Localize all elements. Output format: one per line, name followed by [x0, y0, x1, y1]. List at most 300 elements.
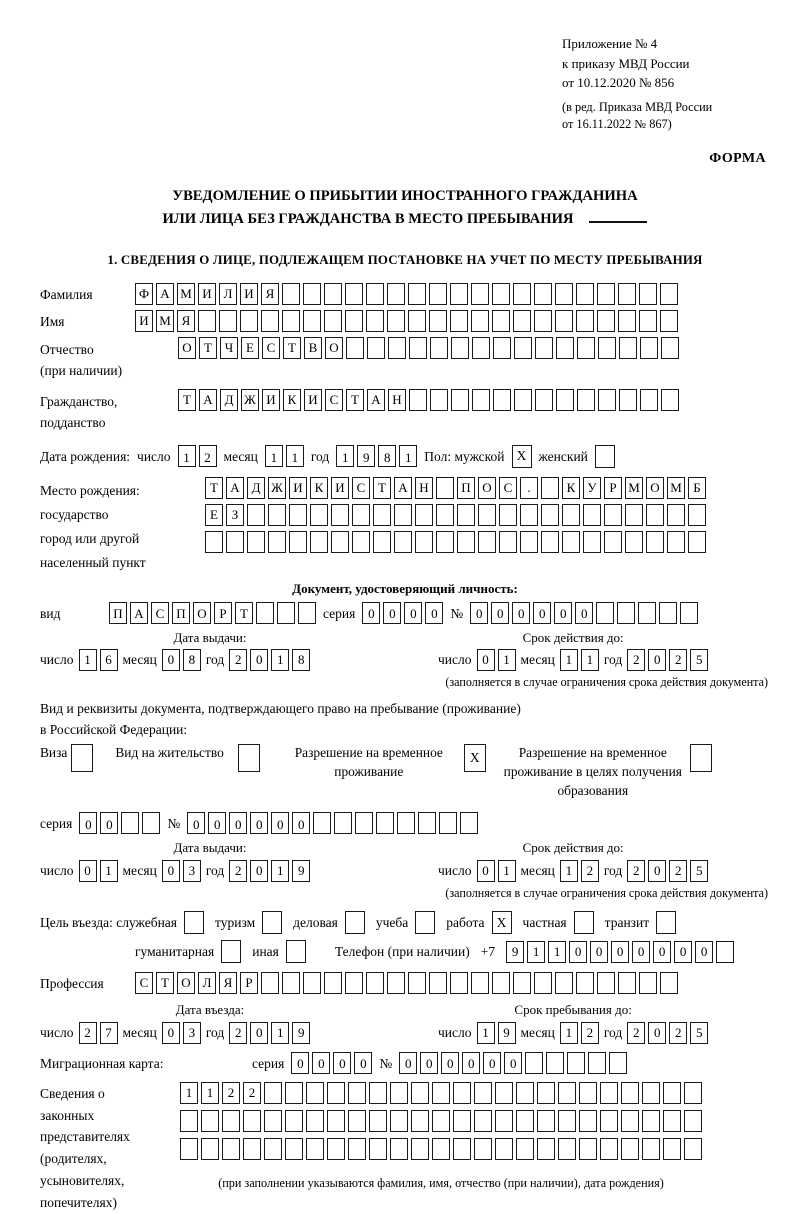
char-cell[interactable] — [597, 310, 615, 332]
sex-male-checkbox[interactable]: X — [512, 445, 532, 468]
char-cell[interactable]: И — [304, 389, 322, 411]
char-cell[interactable]: 0 — [695, 941, 713, 963]
char-cell[interactable] — [264, 1082, 282, 1104]
char-cell[interactable] — [289, 531, 307, 553]
char-cell[interactable]: П — [109, 602, 127, 624]
residence-permit-checkbox[interactable] — [238, 744, 260, 772]
char-cell[interactable]: 1 — [178, 445, 196, 467]
char-cell[interactable] — [324, 310, 342, 332]
char-cell[interactable] — [492, 310, 510, 332]
char-cell[interactable]: 0 — [462, 1052, 480, 1074]
char-cell[interactable]: 0 — [420, 1052, 438, 1074]
char-cell[interactable]: 0 — [250, 1022, 268, 1044]
char-cell[interactable] — [663, 1082, 681, 1104]
char-cell[interactable] — [222, 1110, 240, 1132]
char-cell[interactable]: Т — [199, 337, 217, 359]
char-cell[interactable] — [327, 1082, 345, 1104]
char-cell[interactable] — [432, 1082, 450, 1104]
char-cell[interactable] — [639, 283, 657, 305]
char-cell[interactable] — [516, 1110, 534, 1132]
char-cell[interactable]: 0 — [291, 1052, 309, 1074]
char-cell[interactable] — [493, 389, 511, 411]
char-cell[interactable]: 1 — [477, 1022, 495, 1044]
char-cell[interactable] — [618, 972, 636, 994]
char-cell[interactable]: Т — [373, 477, 391, 499]
char-cell[interactable]: 1 — [79, 649, 97, 671]
char-cell[interactable]: 0 — [100, 812, 118, 834]
char-cell[interactable] — [513, 972, 531, 994]
char-cell[interactable]: 8 — [292, 649, 310, 671]
char-cell[interactable]: Р — [604, 477, 622, 499]
char-cell[interactable] — [579, 1082, 597, 1104]
char-cell[interactable] — [471, 283, 489, 305]
char-cell[interactable] — [268, 504, 286, 526]
char-cell[interactable]: И — [135, 310, 153, 332]
char-cell[interactable]: 0 — [354, 1052, 372, 1074]
char-cell[interactable] — [471, 972, 489, 994]
char-cell[interactable]: Е — [205, 504, 223, 526]
char-cell[interactable]: 0 — [477, 860, 495, 882]
char-cell[interactable] — [642, 1082, 660, 1104]
char-cell[interactable]: 0 — [250, 649, 268, 671]
char-cell[interactable] — [625, 504, 643, 526]
char-cell[interactable]: Т — [346, 389, 364, 411]
char-cell[interactable]: И — [262, 389, 280, 411]
char-cell[interactable] — [334, 812, 352, 834]
char-cell[interactable]: И — [198, 283, 216, 305]
char-cell[interactable]: 8 — [378, 445, 396, 467]
char-cell[interactable]: 0 — [648, 649, 666, 671]
char-cell[interactable] — [390, 1082, 408, 1104]
char-cell[interactable] — [525, 1052, 543, 1074]
char-cell[interactable] — [369, 1138, 387, 1160]
char-cell[interactable]: 9 — [292, 860, 310, 882]
char-cell[interactable]: И — [240, 283, 258, 305]
char-cell[interactable] — [306, 1082, 324, 1104]
char-cell[interactable] — [460, 812, 478, 834]
char-cell[interactable] — [556, 337, 574, 359]
char-cell[interactable] — [388, 337, 406, 359]
char-cell[interactable] — [429, 310, 447, 332]
char-cell[interactable]: Ж — [268, 477, 286, 499]
char-cell[interactable] — [535, 389, 553, 411]
char-cell[interactable]: 1 — [271, 860, 289, 882]
char-cell[interactable]: С — [325, 389, 343, 411]
char-cell[interactable] — [415, 504, 433, 526]
purpose-humanitarian-checkbox[interactable] — [221, 940, 241, 963]
char-cell[interactable] — [514, 389, 532, 411]
char-cell[interactable]: Д — [247, 477, 265, 499]
char-cell[interactable] — [355, 812, 373, 834]
char-cell[interactable]: А — [199, 389, 217, 411]
char-cell[interactable]: 0 — [250, 812, 268, 834]
char-cell[interactable]: 0 — [648, 860, 666, 882]
char-cell[interactable] — [256, 602, 274, 624]
char-cell[interactable] — [495, 1110, 513, 1132]
char-cell[interactable]: 2 — [79, 1022, 97, 1044]
char-cell[interactable] — [264, 1138, 282, 1160]
char-cell[interactable]: 1 — [498, 649, 516, 671]
char-cell[interactable] — [411, 1110, 429, 1132]
char-cell[interactable]: 0 — [312, 1052, 330, 1074]
char-cell[interactable]: 3 — [183, 1022, 201, 1044]
char-cell[interactable]: 0 — [441, 1052, 459, 1074]
char-cell[interactable] — [306, 1110, 324, 1132]
char-cell[interactable] — [663, 1138, 681, 1160]
char-cell[interactable] — [576, 283, 594, 305]
char-cell[interactable] — [439, 812, 457, 834]
char-cell[interactable] — [451, 389, 469, 411]
char-cell[interactable]: 2 — [229, 649, 247, 671]
char-cell[interactable]: Р — [240, 972, 258, 994]
char-cell[interactable]: 2 — [222, 1082, 240, 1104]
char-cell[interactable] — [366, 310, 384, 332]
char-cell[interactable] — [142, 812, 160, 834]
char-cell[interactable] — [492, 283, 510, 305]
char-cell[interactable]: 0 — [611, 941, 629, 963]
char-cell[interactable] — [285, 1138, 303, 1160]
char-cell[interactable] — [450, 283, 468, 305]
char-cell[interactable] — [541, 531, 559, 553]
char-cell[interactable]: 0 — [362, 602, 380, 624]
char-cell[interactable] — [261, 310, 279, 332]
char-cell[interactable] — [558, 1082, 576, 1104]
char-cell[interactable]: 1 — [201, 1082, 219, 1104]
char-cell[interactable] — [352, 531, 370, 553]
char-cell[interactable] — [436, 504, 454, 526]
char-cell[interactable] — [409, 337, 427, 359]
char-cell[interactable]: 0 — [504, 1052, 522, 1074]
char-cell[interactable] — [261, 972, 279, 994]
char-cell[interactable] — [621, 1138, 639, 1160]
char-cell[interactable] — [555, 310, 573, 332]
char-cell[interactable]: 0 — [674, 941, 692, 963]
char-cell[interactable] — [282, 283, 300, 305]
char-cell[interactable]: О — [478, 477, 496, 499]
char-cell[interactable]: Б — [688, 477, 706, 499]
purpose-private-checkbox[interactable] — [574, 911, 594, 934]
char-cell[interactable]: Я — [177, 310, 195, 332]
char-cell[interactable]: А — [226, 477, 244, 499]
char-cell[interactable] — [535, 337, 553, 359]
char-cell[interactable] — [558, 1110, 576, 1132]
char-cell[interactable] — [303, 972, 321, 994]
char-cell[interactable] — [604, 531, 622, 553]
char-cell[interactable] — [499, 504, 517, 526]
char-cell[interactable] — [472, 389, 490, 411]
char-cell[interactable] — [394, 504, 412, 526]
char-cell[interactable]: А — [130, 602, 148, 624]
char-cell[interactable]: 1 — [336, 445, 354, 467]
char-cell[interactable]: 1 — [560, 860, 578, 882]
char-cell[interactable]: 2 — [229, 860, 247, 882]
char-cell[interactable] — [201, 1110, 219, 1132]
char-cell[interactable]: 2 — [581, 1022, 599, 1044]
char-cell[interactable] — [576, 310, 594, 332]
char-cell[interactable]: 1 — [527, 941, 545, 963]
char-cell[interactable]: О — [646, 477, 664, 499]
char-cell[interactable]: 1 — [399, 445, 417, 467]
char-cell[interactable]: С — [135, 972, 153, 994]
char-cell[interactable]: 0 — [491, 602, 509, 624]
char-cell[interactable] — [394, 531, 412, 553]
char-cell[interactable] — [298, 602, 316, 624]
char-cell[interactable] — [373, 504, 391, 526]
char-cell[interactable] — [555, 972, 573, 994]
char-cell[interactable]: 0 — [162, 1022, 180, 1044]
char-cell[interactable] — [310, 504, 328, 526]
char-cell[interactable]: С — [352, 477, 370, 499]
char-cell[interactable]: 1 — [271, 1022, 289, 1044]
char-cell[interactable] — [661, 389, 679, 411]
char-cell[interactable] — [453, 1082, 471, 1104]
char-cell[interactable] — [621, 1110, 639, 1132]
char-cell[interactable]: 2 — [669, 860, 687, 882]
char-cell[interactable]: 1 — [581, 649, 599, 671]
char-cell[interactable]: И — [331, 477, 349, 499]
char-cell[interactable]: 0 — [575, 602, 593, 624]
char-cell[interactable]: 1 — [286, 445, 304, 467]
char-cell[interactable] — [609, 1052, 627, 1074]
char-cell[interactable] — [348, 1082, 366, 1104]
char-cell[interactable] — [478, 531, 496, 553]
char-cell[interactable] — [579, 1110, 597, 1132]
char-cell[interactable] — [324, 283, 342, 305]
char-cell[interactable] — [478, 504, 496, 526]
char-cell[interactable] — [243, 1110, 261, 1132]
char-cell[interactable]: 2 — [627, 1022, 645, 1044]
char-cell[interactable] — [646, 504, 664, 526]
char-cell[interactable] — [577, 337, 595, 359]
char-cell[interactable] — [457, 531, 475, 553]
char-cell[interactable]: Н — [388, 389, 406, 411]
char-cell[interactable]: 0 — [271, 812, 289, 834]
char-cell[interactable]: 0 — [399, 1052, 417, 1074]
char-cell[interactable] — [520, 504, 538, 526]
char-cell[interactable] — [597, 972, 615, 994]
char-cell[interactable] — [450, 972, 468, 994]
char-cell[interactable]: Т — [178, 389, 196, 411]
char-cell[interactable] — [121, 812, 139, 834]
char-cell[interactable] — [600, 1082, 618, 1104]
char-cell[interactable] — [493, 337, 511, 359]
char-cell[interactable] — [436, 531, 454, 553]
char-cell[interactable] — [537, 1110, 555, 1132]
char-cell[interactable] — [688, 504, 706, 526]
char-cell[interactable]: О — [193, 602, 211, 624]
char-cell[interactable] — [205, 531, 223, 553]
char-cell[interactable]: 1 — [100, 860, 118, 882]
char-cell[interactable] — [180, 1110, 198, 1132]
char-cell[interactable] — [408, 972, 426, 994]
char-cell[interactable]: С — [499, 477, 517, 499]
char-cell[interactable] — [411, 1138, 429, 1160]
char-cell[interactable] — [618, 310, 636, 332]
char-cell[interactable] — [556, 389, 574, 411]
char-cell[interactable] — [408, 283, 426, 305]
char-cell[interactable] — [583, 531, 601, 553]
char-cell[interactable]: О — [178, 337, 196, 359]
char-cell[interactable]: 0 — [208, 812, 226, 834]
char-cell[interactable]: 9 — [292, 1022, 310, 1044]
char-cell[interactable] — [646, 531, 664, 553]
char-cell[interactable] — [520, 531, 538, 553]
char-cell[interactable]: П — [172, 602, 190, 624]
char-cell[interactable]: 0 — [162, 860, 180, 882]
char-cell[interactable] — [555, 283, 573, 305]
char-cell[interactable]: 5 — [690, 1022, 708, 1044]
char-cell[interactable] — [642, 1138, 660, 1160]
char-cell[interactable] — [226, 531, 244, 553]
char-cell[interactable]: 0 — [477, 649, 495, 671]
char-cell[interactable]: М — [156, 310, 174, 332]
char-cell[interactable]: М — [667, 477, 685, 499]
char-cell[interactable] — [660, 283, 678, 305]
char-cell[interactable] — [474, 1110, 492, 1132]
char-cell[interactable]: 0 — [483, 1052, 501, 1074]
char-cell[interactable]: 8 — [183, 649, 201, 671]
char-cell[interactable] — [415, 531, 433, 553]
char-cell[interactable] — [474, 1138, 492, 1160]
char-cell[interactable]: К — [283, 389, 301, 411]
char-cell[interactable] — [429, 972, 447, 994]
char-cell[interactable] — [397, 812, 415, 834]
char-cell[interactable] — [222, 1138, 240, 1160]
char-cell[interactable] — [579, 1138, 597, 1160]
char-cell[interactable] — [514, 337, 532, 359]
char-cell[interactable]: 2 — [199, 445, 217, 467]
char-cell[interactable]: 0 — [229, 812, 247, 834]
char-cell[interactable]: 0 — [470, 602, 488, 624]
temp-residence-checkbox[interactable]: X — [464, 744, 486, 772]
char-cell[interactable] — [495, 1138, 513, 1160]
char-cell[interactable]: 2 — [581, 860, 599, 882]
char-cell[interactable]: Я — [219, 972, 237, 994]
char-cell[interactable] — [198, 310, 216, 332]
temp-residence-edu-checkbox[interactable] — [690, 744, 712, 772]
char-cell[interactable] — [558, 1138, 576, 1160]
char-cell[interactable] — [577, 389, 595, 411]
char-cell[interactable] — [716, 941, 734, 963]
char-cell[interactable]: А — [367, 389, 385, 411]
char-cell[interactable] — [429, 283, 447, 305]
char-cell[interactable]: 0 — [590, 941, 608, 963]
char-cell[interactable] — [537, 1082, 555, 1104]
char-cell[interactable]: У — [583, 477, 601, 499]
char-cell[interactable]: Р — [214, 602, 232, 624]
char-cell[interactable] — [451, 337, 469, 359]
char-cell[interactable]: Ф — [135, 283, 153, 305]
char-cell[interactable] — [313, 812, 331, 834]
char-cell[interactable] — [661, 337, 679, 359]
char-cell[interactable]: 0 — [512, 602, 530, 624]
char-cell[interactable]: 9 — [498, 1022, 516, 1044]
char-cell[interactable]: 0 — [632, 941, 650, 963]
char-cell[interactable]: К — [562, 477, 580, 499]
char-cell[interactable] — [562, 504, 580, 526]
char-cell[interactable] — [663, 1110, 681, 1132]
char-cell[interactable] — [534, 283, 552, 305]
char-cell[interactable] — [639, 310, 657, 332]
char-cell[interactable]: 2 — [229, 1022, 247, 1044]
char-cell[interactable] — [642, 1110, 660, 1132]
char-cell[interactable] — [240, 310, 258, 332]
char-cell[interactable]: Ч — [220, 337, 238, 359]
char-cell[interactable]: В — [304, 337, 322, 359]
char-cell[interactable] — [583, 504, 601, 526]
char-cell[interactable] — [346, 337, 364, 359]
char-cell[interactable]: 2 — [243, 1082, 261, 1104]
char-cell[interactable] — [495, 1082, 513, 1104]
char-cell[interactable]: 1 — [560, 1022, 578, 1044]
char-cell[interactable] — [324, 972, 342, 994]
char-cell[interactable]: 0 — [653, 941, 671, 963]
char-cell[interactable] — [408, 310, 426, 332]
char-cell[interactable] — [331, 504, 349, 526]
char-cell[interactable]: Д — [220, 389, 238, 411]
char-cell[interactable] — [366, 972, 384, 994]
char-cell[interactable] — [243, 1138, 261, 1160]
char-cell[interactable] — [600, 1110, 618, 1132]
char-cell[interactable]: П — [457, 477, 475, 499]
char-cell[interactable] — [639, 972, 657, 994]
char-cell[interactable] — [247, 504, 265, 526]
char-cell[interactable] — [576, 972, 594, 994]
char-cell[interactable]: Е — [241, 337, 259, 359]
char-cell[interactable] — [474, 1082, 492, 1104]
char-cell[interactable] — [376, 812, 394, 834]
char-cell[interactable] — [596, 602, 614, 624]
char-cell[interactable]: И — [289, 477, 307, 499]
char-cell[interactable]: 0 — [533, 602, 551, 624]
char-cell[interactable] — [660, 310, 678, 332]
char-cell[interactable]: 1 — [265, 445, 283, 467]
char-cell[interactable]: Т — [205, 477, 223, 499]
char-cell[interactable] — [472, 337, 490, 359]
char-cell[interactable]: 0 — [187, 812, 205, 834]
char-cell[interactable] — [567, 1052, 585, 1074]
char-cell[interactable] — [282, 972, 300, 994]
char-cell[interactable]: 0 — [162, 649, 180, 671]
char-cell[interactable] — [516, 1082, 534, 1104]
char-cell[interactable]: Н — [415, 477, 433, 499]
char-cell[interactable] — [604, 504, 622, 526]
char-cell[interactable] — [640, 389, 658, 411]
char-cell[interactable] — [541, 504, 559, 526]
char-cell[interactable]: Я — [261, 283, 279, 305]
char-cell[interactable] — [638, 602, 656, 624]
char-cell[interactable] — [277, 602, 295, 624]
char-cell[interactable] — [600, 1138, 618, 1160]
purpose-work-checkbox[interactable]: X — [492, 911, 512, 934]
char-cell[interactable] — [303, 310, 321, 332]
char-cell[interactable] — [625, 531, 643, 553]
char-cell[interactable] — [534, 310, 552, 332]
char-cell[interactable]: А — [156, 283, 174, 305]
char-cell[interactable] — [409, 389, 427, 411]
char-cell[interactable]: 1 — [548, 941, 566, 963]
char-cell[interactable]: Л — [219, 283, 237, 305]
char-cell[interactable] — [219, 310, 237, 332]
char-cell[interactable] — [619, 337, 637, 359]
visa-checkbox[interactable] — [71, 744, 93, 772]
char-cell[interactable]: О — [177, 972, 195, 994]
char-cell[interactable]: С — [262, 337, 280, 359]
purpose-study-checkbox[interactable] — [415, 911, 435, 934]
char-cell[interactable] — [546, 1052, 564, 1074]
char-cell[interactable] — [268, 531, 286, 553]
char-cell[interactable]: 0 — [333, 1052, 351, 1074]
